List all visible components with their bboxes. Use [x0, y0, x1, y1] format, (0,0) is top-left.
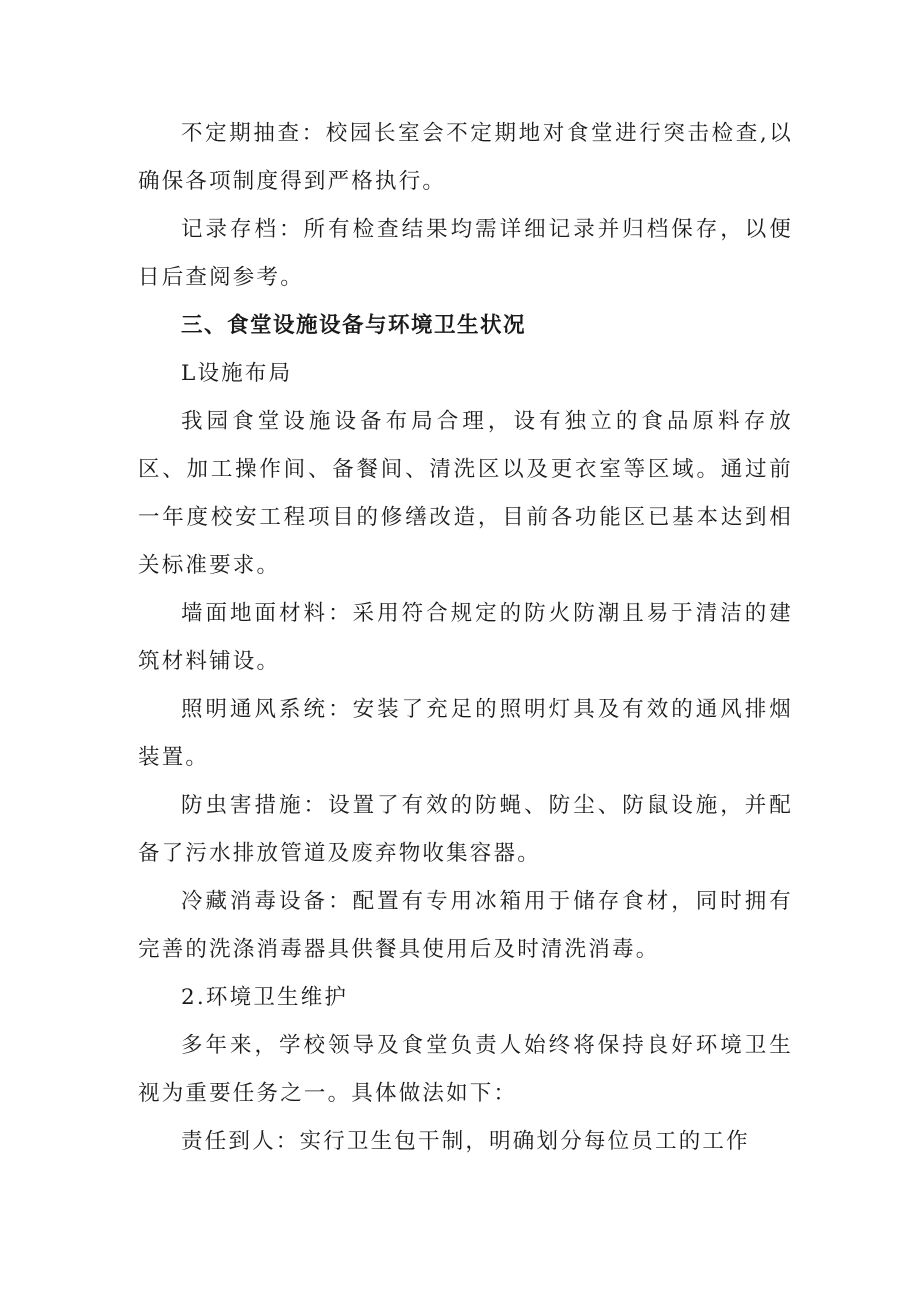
document-body — [138, 110, 793, 1166]
paragraph-record-archive: 记录存档：所有检查结果均需详细记录并归档保存，以便日后查阅参考。 — [138, 217, 793, 290]
subheading-layout: L设施布局 — [181, 361, 293, 386]
paragraph-pest-control: 防虫害措施：设置了有效的防蝇、防尘、防鼠设施，并配备了污水排放管道及废弃物收集容器。 — [138, 793, 793, 866]
section-heading-facilities: 三、食堂设施设备与环境卫生状况 — [181, 313, 527, 338]
paragraph-wall-floor: 墙面地面材料：采用符合规定的防火防潮且易于清洁的建筑材料铺设。 — [138, 601, 793, 674]
paragraph-cold-storage-disinfection: 冷藏消毒设备：配置有专用冰箱用于储存食材，同时拥有完善的洗涤消毒器具供餐具使用后及时清洗消毒。 — [138, 889, 793, 962]
paragraph-responsibility: 责任到人：实行卫生包干制，明确划分每位员工的工作 — [181, 1129, 750, 1154]
paragraph-lighting-ventilation: 照明通风系统：安装了充足的照明灯具及有效的通风排烟装置。 — [138, 697, 793, 770]
subheading-hygiene-maintenance: 2.环境卫生维护 — [181, 985, 349, 1010]
paragraph-hygiene-intro: 多年来，学校领导及食堂负责人始终将保持良好环境卫生视为重要任务之一。具体做法如下： — [138, 1033, 793, 1106]
paragraph-random-inspection: 不定期抽查：校园长室会不定期地对食堂进行突击检查,以确保各项制度得到严格执行。 — [138, 121, 793, 194]
paragraph-layout-detail: 我园食堂设施设备布局合理，设有独立的食品原料存放区、加工操作间、备餐间、清洗区以及更衣室等区域。通过前一年度校安工程项目的修缮改造，目前各功能区已基本达到相关标准要求。 — [138, 409, 793, 578]
